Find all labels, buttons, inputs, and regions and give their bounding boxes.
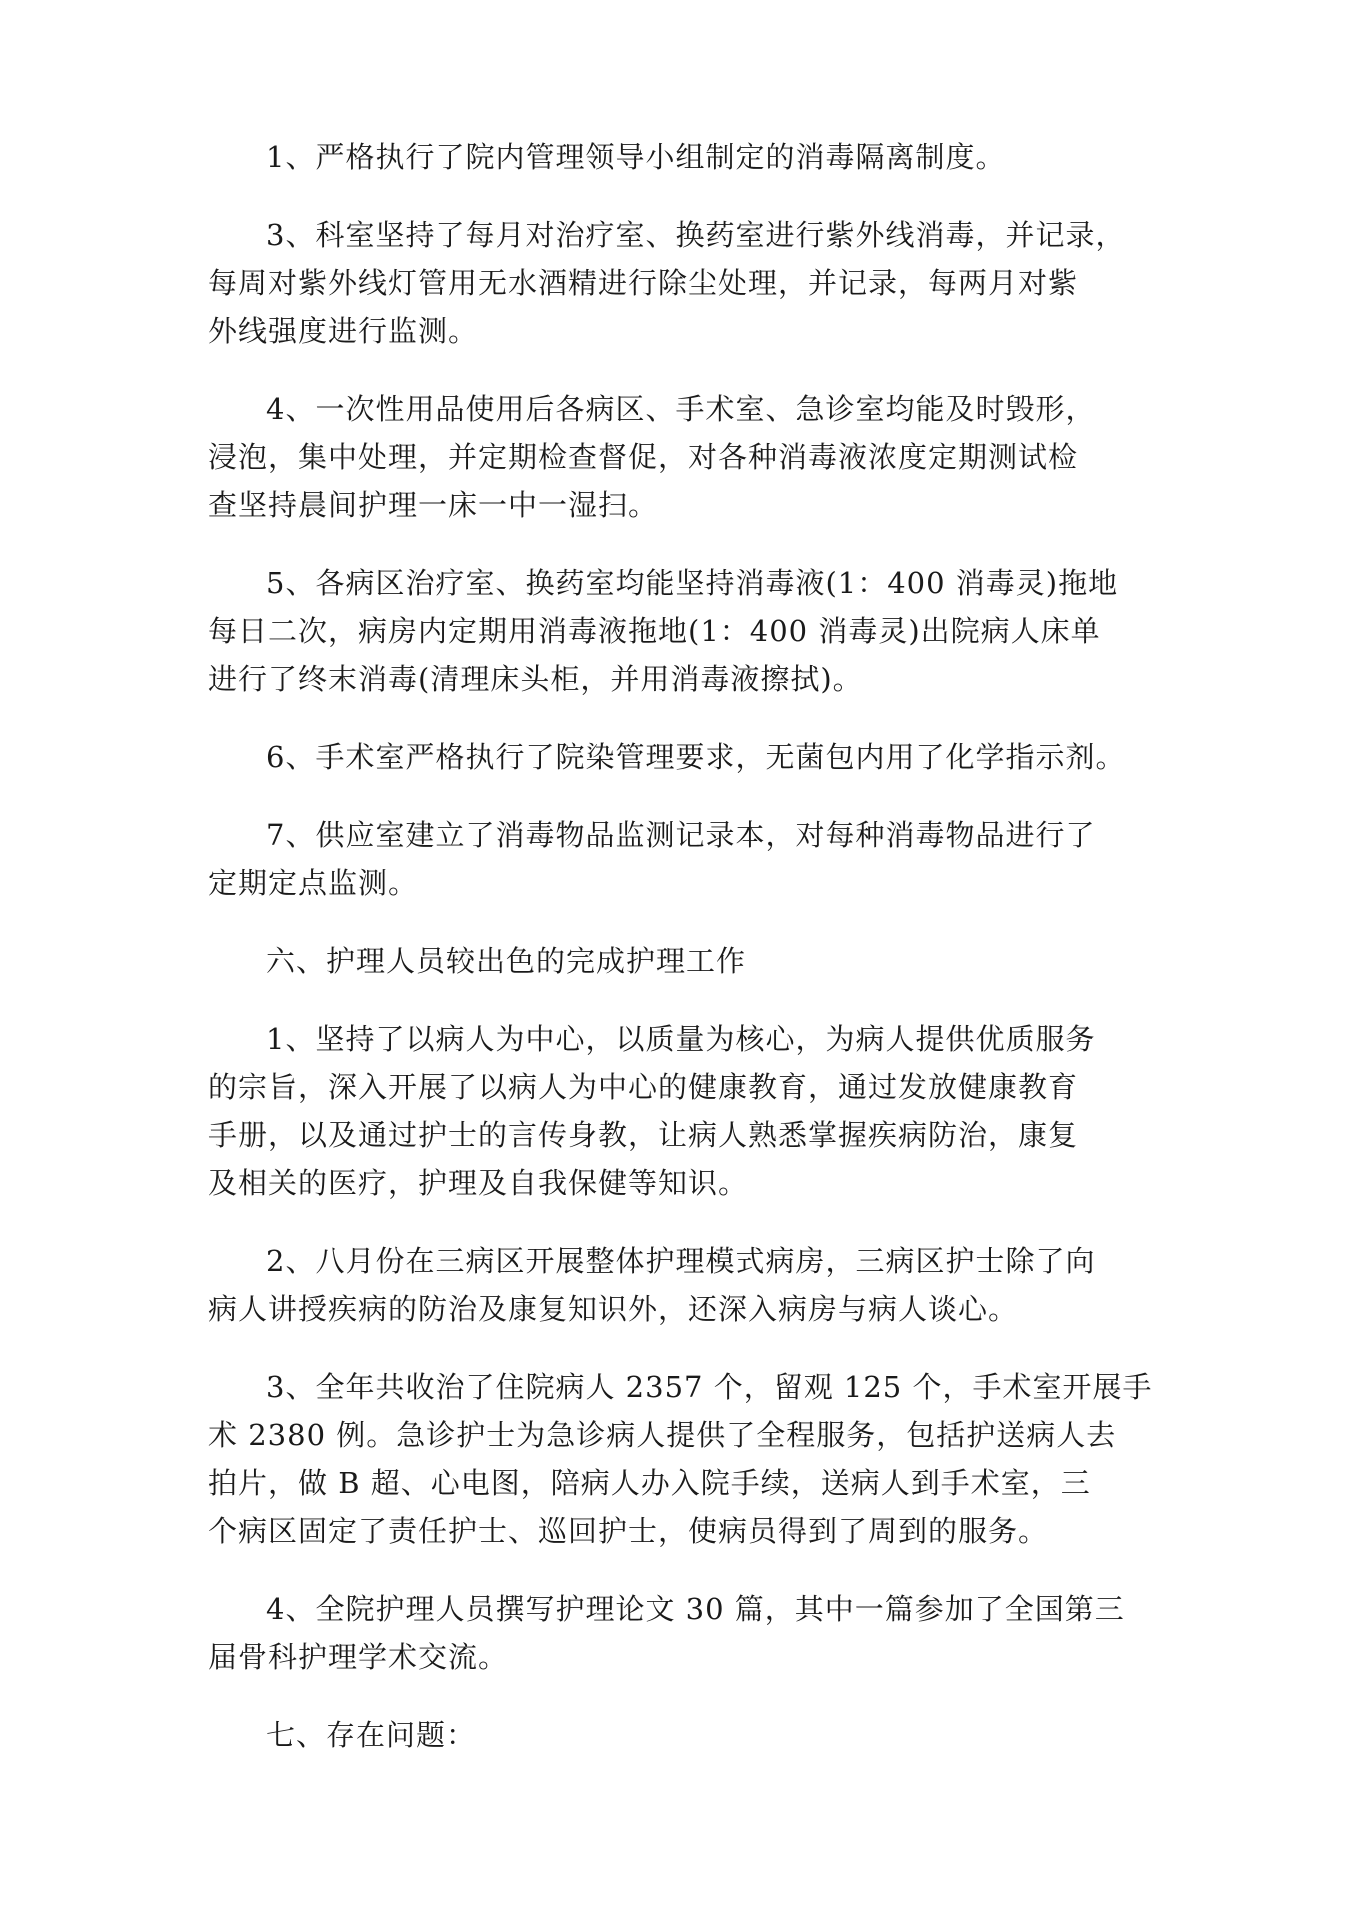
- paragraph-uv-disinfection: 3、科室坚持了每月对治疗室、换药室进行紫外线消毒，并记录， 每周对紫外线灯管用无水酒精进行除尘处理，并记录，每两月对紫 外线强度进行监测。: [208, 218, 1126, 348]
- paragraph-disposable-items: 4、一次性用品使用后各病区、手术室、急诊室均能及时毁形， 浸泡，集中处理，并定期检查督促，对各种消毒液浓度定期测试检 查坚持晨间护理一床一中一湿扫。: [208, 392, 1096, 522]
- paragraph-supply-room: 7、供应室建立了消毒物品监测记录本，对每种消毒物品进行了 定期定点监测。: [208, 818, 1096, 900]
- section-heading-problems: 七、存在问题：: [266, 1718, 477, 1752]
- paragraph-patient-centered: 1、坚持了以病人为中心，以质量为核心，为病人提供优质服务 的宗旨，深入开展了以病人为中心的健康教育，通过发放健康教育 手册，以及通过护士的言传身教，让病人熟悉掌握疾病防治，康复 及相关的医疗，护理及自我保健等知识。: [208, 1022, 1096, 1200]
- paragraph-annual-statistics: 3、全年共收治了住院病人 2357 个，留观 125 个，手术室开展手 术 2380 例。急诊护士为急诊病人提供了全程服务，包括护送病人去 拍片，做 B 超、心电图，陪病人办入院手续，送病人到手术室，三 个病区固定了责任护士、巡回护士，使病员得到了周到的服务。: [208, 1370, 1153, 1548]
- paragraph-ward-mopping: 5、各病区治疗室、换药室均能坚持消毒液(1：400 消毒灵)拖地 每日二次，病房内定期用消毒液拖地(1：400 消毒灵)出院病人床单 进行了终末消毒(清理床头柜，并用消毒液擦拭)。: [208, 566, 1119, 696]
- paragraph-papers: 4、全院护理人员撰写护理论文 30 篇，其中一篇参加了全国第三 届骨科护理学术交流。: [208, 1592, 1125, 1674]
- document-body: [208, 133, 1168, 1789]
- section-heading-nursing-work: 六、护理人员较出色的完成护理工作: [266, 944, 747, 978]
- paragraph-operating-room: 6、手术室严格执行了院染管理要求，无菌包内用了化学指示剂。: [266, 740, 1126, 774]
- paragraph-disinfection-system: 1、严格执行了院内管理领导小组制定的消毒隔离制度。: [266, 140, 1006, 174]
- paragraph-holistic-nursing: 2、八月份在三病区开展整体护理模式病房，三病区护士除了向 病人讲授疾病的防治及康复知识外，还深入病房与病人谈心。: [208, 1244, 1096, 1326]
